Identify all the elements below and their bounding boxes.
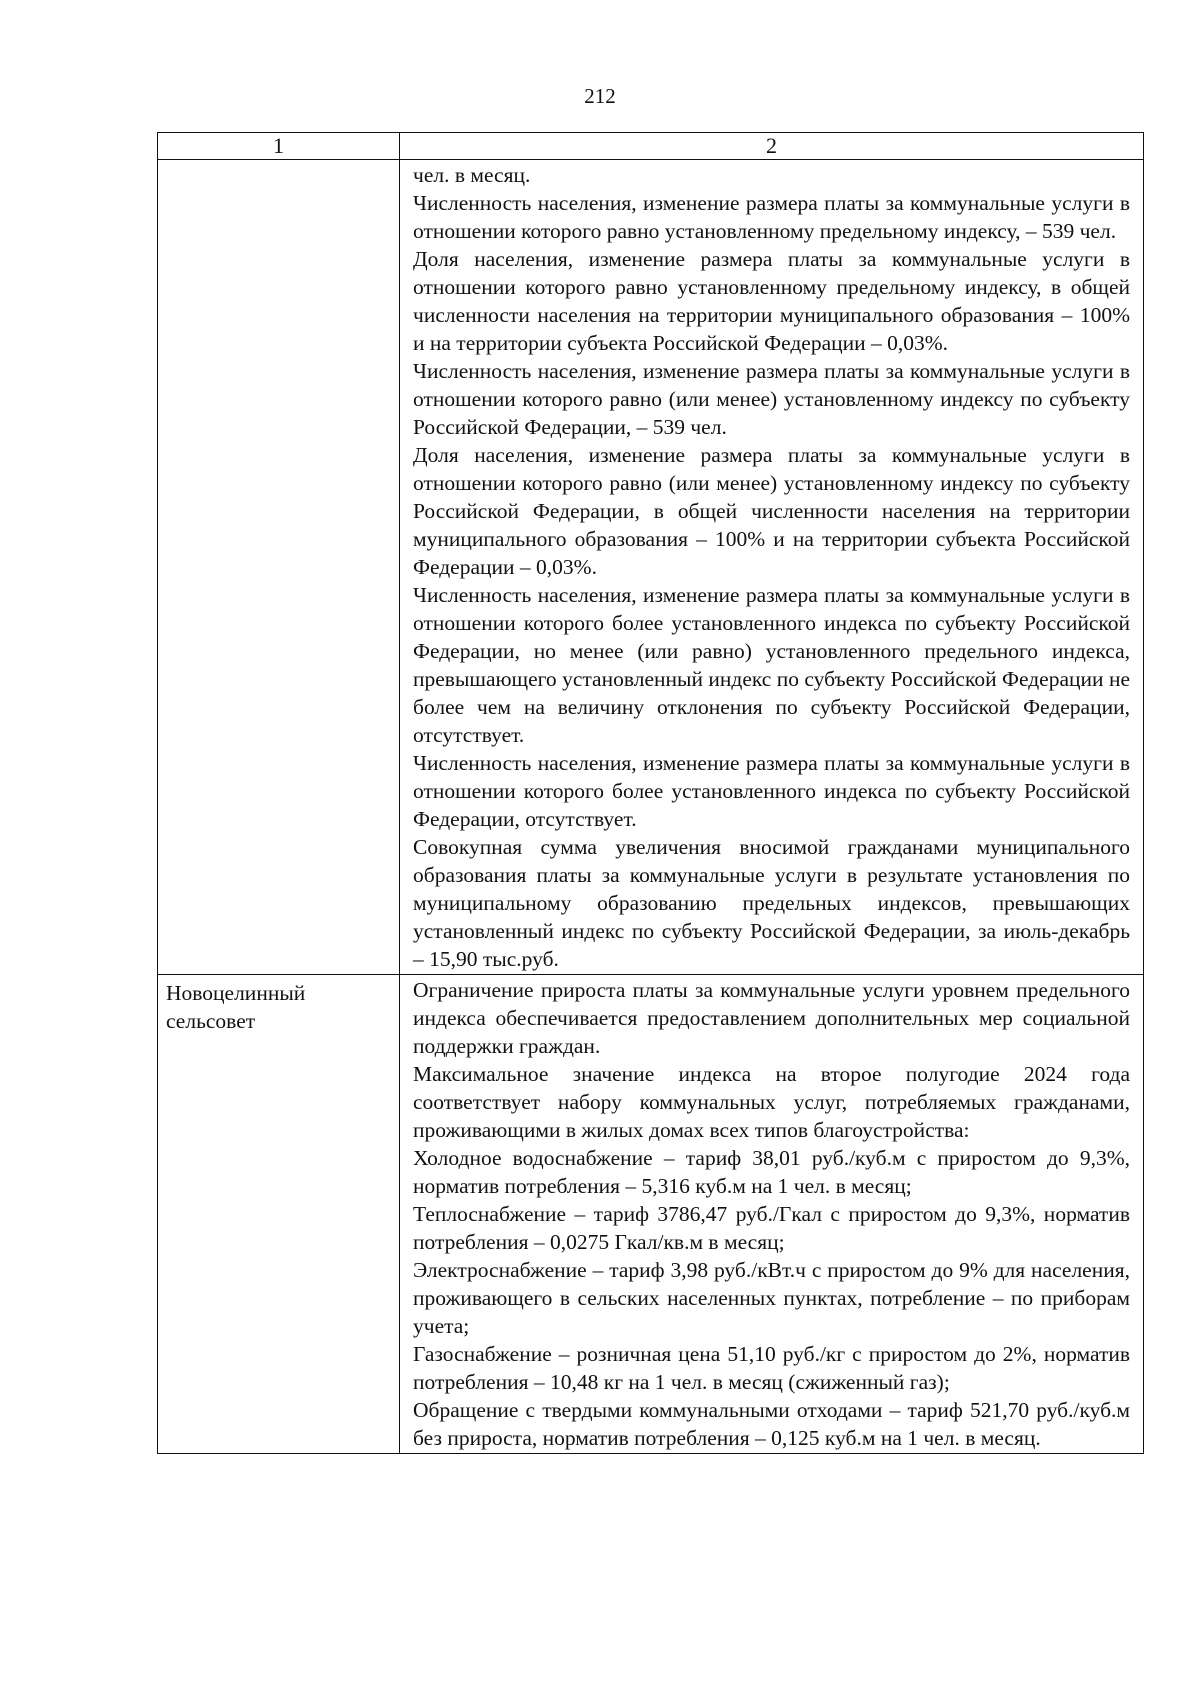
table-row	[158, 160, 1144, 975]
paragraph: Доля населения, изменение размера платы за коммунальные услуги в отношении которого равно (или менее) установленному индексу по субъекту Российской Федерации, в общей численности населения на территории муниципального образования – 100% и на территории субъекта Российской Федерации – 0,03%.	[413, 443, 1130, 579]
column-header-2: 2	[400, 133, 1144, 160]
row-content	[400, 160, 1144, 975]
row-content	[400, 975, 1144, 1454]
paragraph: Теплоснабжение – тариф 3786,47 руб./Гкал с приростом до 9,3%, норматив потребления – 0,0275 Гкал/кв.м в месяц;	[413, 1202, 1130, 1254]
page-number: 212	[584, 84, 616, 108]
table-row	[158, 975, 1144, 1454]
column-header-1: 1	[158, 133, 400, 160]
paragraph: Численность населения, изменение размера платы за коммунальные услуги в отношении которого равно (или менее) установленному индексу по субъекту Российской Федерации, – 539 чел.	[413, 359, 1130, 439]
paragraph: Совокупная сумма увеличения вносимой гражданами муниципального образования платы за коммунальные услуги в результате установления по муниципальному образованию предельных индексов, превышающих установленный индекс по субъекту Российской Федерации, за июль-декабрь – 15,90 тыс.руб.	[413, 835, 1130, 971]
row-label: Новоцелинный сельсовет	[158, 975, 400, 1454]
paragraph: Газоснабжение – розничная цена 51,10 руб./кг с приростом до 2%, норматив потребления – 10,48 кг на 1 чел. в месяц (сжиженный газ);	[413, 1342, 1130, 1394]
paragraph: Ограничение прироста платы за коммунальные услуги уровнем предельного индекса обеспечивается предоставлением дополнительных мер социальной поддержки граждан.	[413, 978, 1130, 1058]
paragraph: Холодное водоснабжение – тариф 38,01 руб./куб.м с приростом до 9,3%, норматив потребления – 5,316 куб.м на 1 чел. в месяц;	[413, 1146, 1130, 1198]
paragraph: Обращение с твердыми коммунальными отходами – тариф 521,70 руб./куб.м без прироста, норматив потребления – 0,125 куб.м на 1 чел. в месяц.	[413, 1398, 1130, 1450]
paragraph: чел. в месяц.	[413, 163, 531, 187]
paragraph: Максимальное значение индекса на второе полугодие 2024 года соответствует набору коммунальных услуг, потребляемых гражданами, проживающими в жилых домах всех типов благоустройства:	[413, 1062, 1130, 1142]
paragraph: Численность населения, изменение размера платы за коммунальные услуги в отношении которого более установленного индекса по субъекту Российской Федерации, но менее (или равно) установленного предельного индекса, превышающего установленный индекс по субъекту Российской Федерации не более чем на величину отклонения по субъекту Российской Федерации, отсутствует.	[413, 583, 1130, 747]
data-table	[157, 132, 1144, 1454]
paragraph: Электроснабжение – тариф 3,98 руб./кВт.ч с приростом до 9% для населения, проживающего в сельских населенных пунктах, потребление – по приборам учета;	[413, 1258, 1130, 1338]
row-label	[158, 160, 400, 975]
paragraph: Численность населения, изменение размера платы за коммунальные услуги в отношении которого равно установленному предельному индексу, – 539 чел.	[413, 191, 1130, 243]
table-header-row	[158, 133, 1144, 160]
paragraph: Доля населения, изменение размера платы за коммунальные услуги в отношении которого равно установленному предельному индексу, в общей численности населения на территории муниципального образования – 100% и на территории субъекта Российской Федерации – 0,03%.	[413, 247, 1130, 355]
paragraph: Численность населения, изменение размера платы за коммунальные услуги в отношении которого более установленного индекса по субъекту Российской Федерации, отсутствует.	[413, 751, 1130, 831]
